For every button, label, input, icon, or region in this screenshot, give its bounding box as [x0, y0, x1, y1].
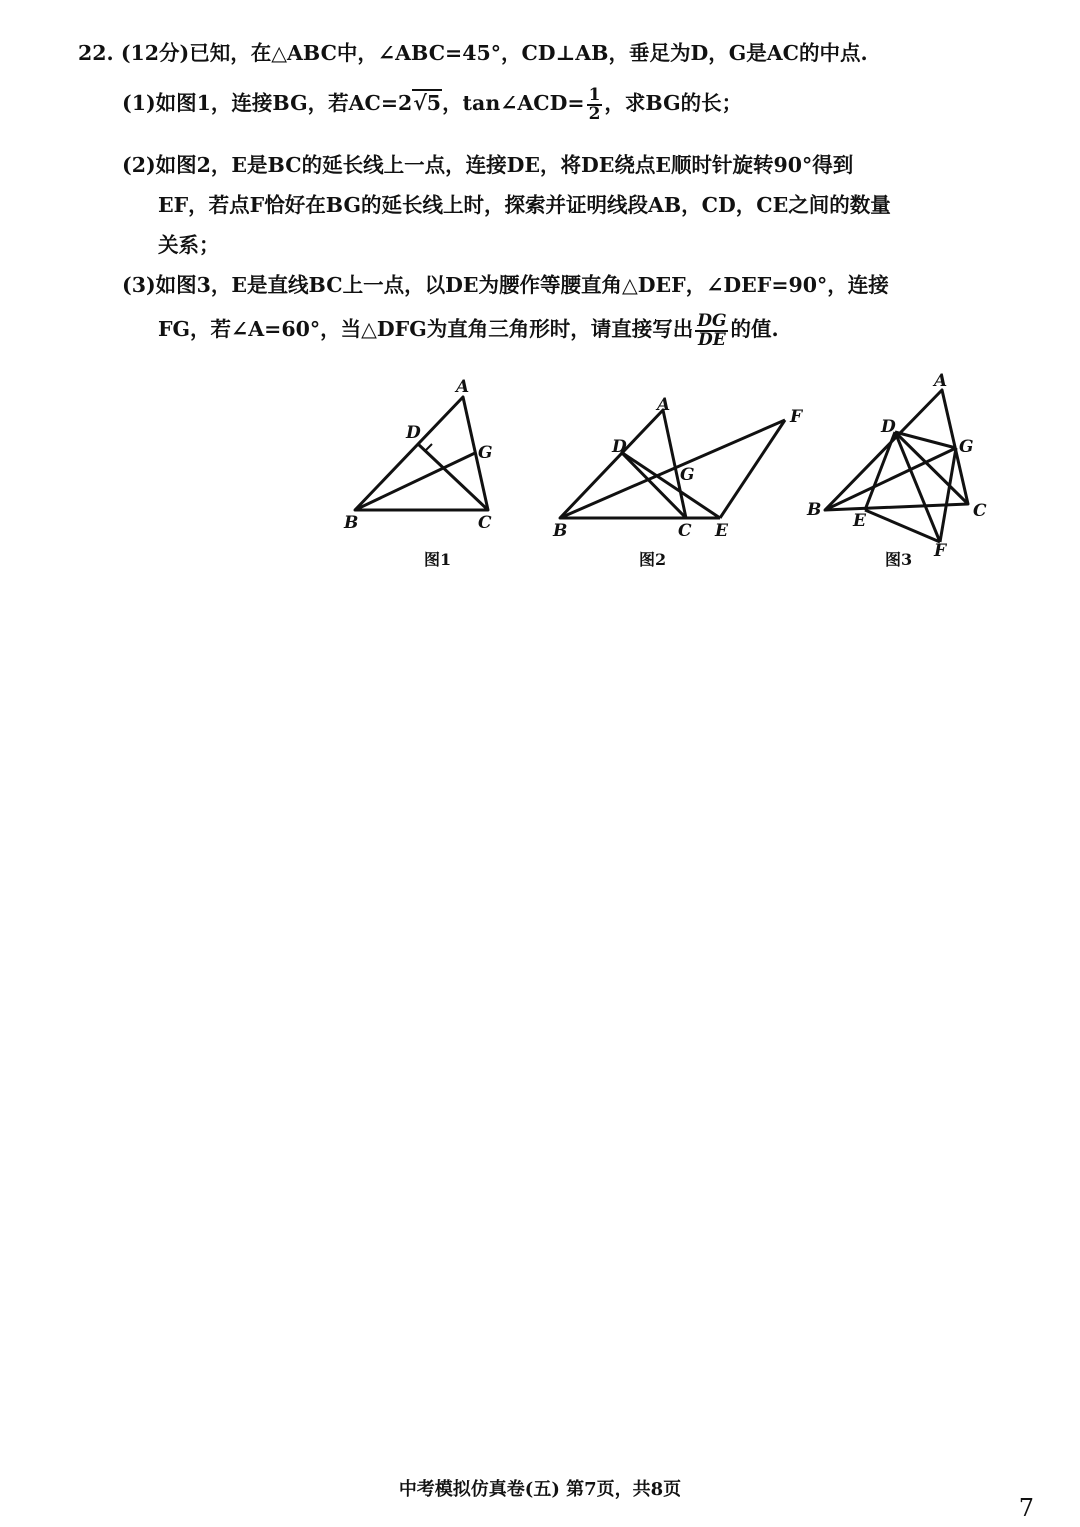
- fig2-label-c: C: [678, 521, 692, 541]
- fig2-label-e: E: [715, 521, 728, 541]
- figures-svg: [330, 370, 1010, 580]
- fig2-segment-cd: [621, 452, 686, 518]
- part-1: [122, 86, 742, 123]
- fig2-label-b: B: [553, 521, 568, 541]
- fig2-label-g: G: [680, 465, 695, 485]
- fig2-label-a: A: [657, 395, 671, 415]
- fig3-label-c: C: [973, 501, 987, 521]
- sqrt-radicand: 5: [426, 91, 442, 115]
- fig3-label-e: E: [853, 511, 866, 531]
- fig3-label-b: B: [807, 500, 822, 520]
- page-number: 7: [1018, 1494, 1034, 1522]
- part-3-line-2: [158, 312, 779, 349]
- problem-number: 22.: [78, 41, 114, 65]
- fig1-caption: 图1: [424, 550, 452, 569]
- fraction-numerator: DG: [697, 310, 727, 331]
- fraction-numerator: 1: [588, 84, 601, 105]
- figure-3: [825, 390, 968, 542]
- fig2-triangle-abc: [560, 410, 686, 518]
- fig1-label-b: B: [344, 513, 359, 533]
- fig2-label-d: D: [612, 437, 627, 457]
- fig3-segment-fg: [940, 448, 956, 542]
- fig3-label-a: A: [934, 371, 948, 391]
- fraction-dg-de: [695, 310, 728, 350]
- part1-text-a: (1)如图1，连接BG，若AC=2: [122, 91, 413, 115]
- fig3-segment-bg: [825, 448, 956, 510]
- fig2-caption: 图2: [639, 550, 667, 569]
- figure-1: [355, 397, 488, 510]
- part-2-line-3: 关系；: [158, 233, 220, 257]
- fig2-label-f: F: [790, 407, 803, 427]
- fig3-label-g: G: [959, 437, 974, 457]
- fig1-label-d: D: [406, 423, 421, 443]
- part1-text-b: ，tan∠ACD=: [442, 91, 585, 115]
- problem-stem-text: (12分)已知，在△ABC中，∠ABC=45°，CD⊥AB，垂足为D，G是AC的中点.: [120, 41, 868, 65]
- fig1-right-angle-mark: [418, 444, 432, 451]
- fig3-triangle-abc: [825, 390, 968, 510]
- part-3-line-1: (3)如图3，E是直线BC上一点，以DE为腰作等腰直角△DEF，∠DEF=90°，连接: [122, 273, 889, 297]
- part-2-line-1: (2)如图2，E是BC的延长线上一点，连接DE，将DE绕点E顺时针旋转90°得到: [122, 153, 854, 177]
- figure-2: [560, 410, 785, 518]
- fig3-segment-de: [865, 432, 895, 510]
- page-footer: 中考模拟仿真卷(五) 第7页，共8页: [398, 1479, 682, 1500]
- part3-text-a: FG，若∠A=60°，当△DFG为直角三角形时，请直接写出: [158, 317, 694, 341]
- fig1-label-c: C: [478, 513, 492, 533]
- fraction-denominator: 2: [588, 103, 601, 124]
- part-2-line-2: EF，若点F恰好在BG的延长线上时，探索并证明线段AB，CD，CE之间的数量: [158, 193, 891, 217]
- fig3-label-d: D: [881, 417, 896, 437]
- problem-stem: [78, 36, 868, 66]
- figures: [330, 370, 1010, 580]
- sqrt-5: √5: [413, 91, 442, 115]
- fraction-one-half: [587, 84, 603, 124]
- part1-text-c: ，求BG的长；: [604, 91, 743, 115]
- fig1-label-a: A: [456, 377, 470, 397]
- part3-text-b: 的值.: [730, 317, 779, 341]
- fig3-label-f: F: [934, 541, 947, 561]
- fraction-denominator: DE: [697, 329, 726, 350]
- fig3-caption: 图3: [885, 550, 913, 569]
- fig1-label-g: G: [478, 443, 493, 463]
